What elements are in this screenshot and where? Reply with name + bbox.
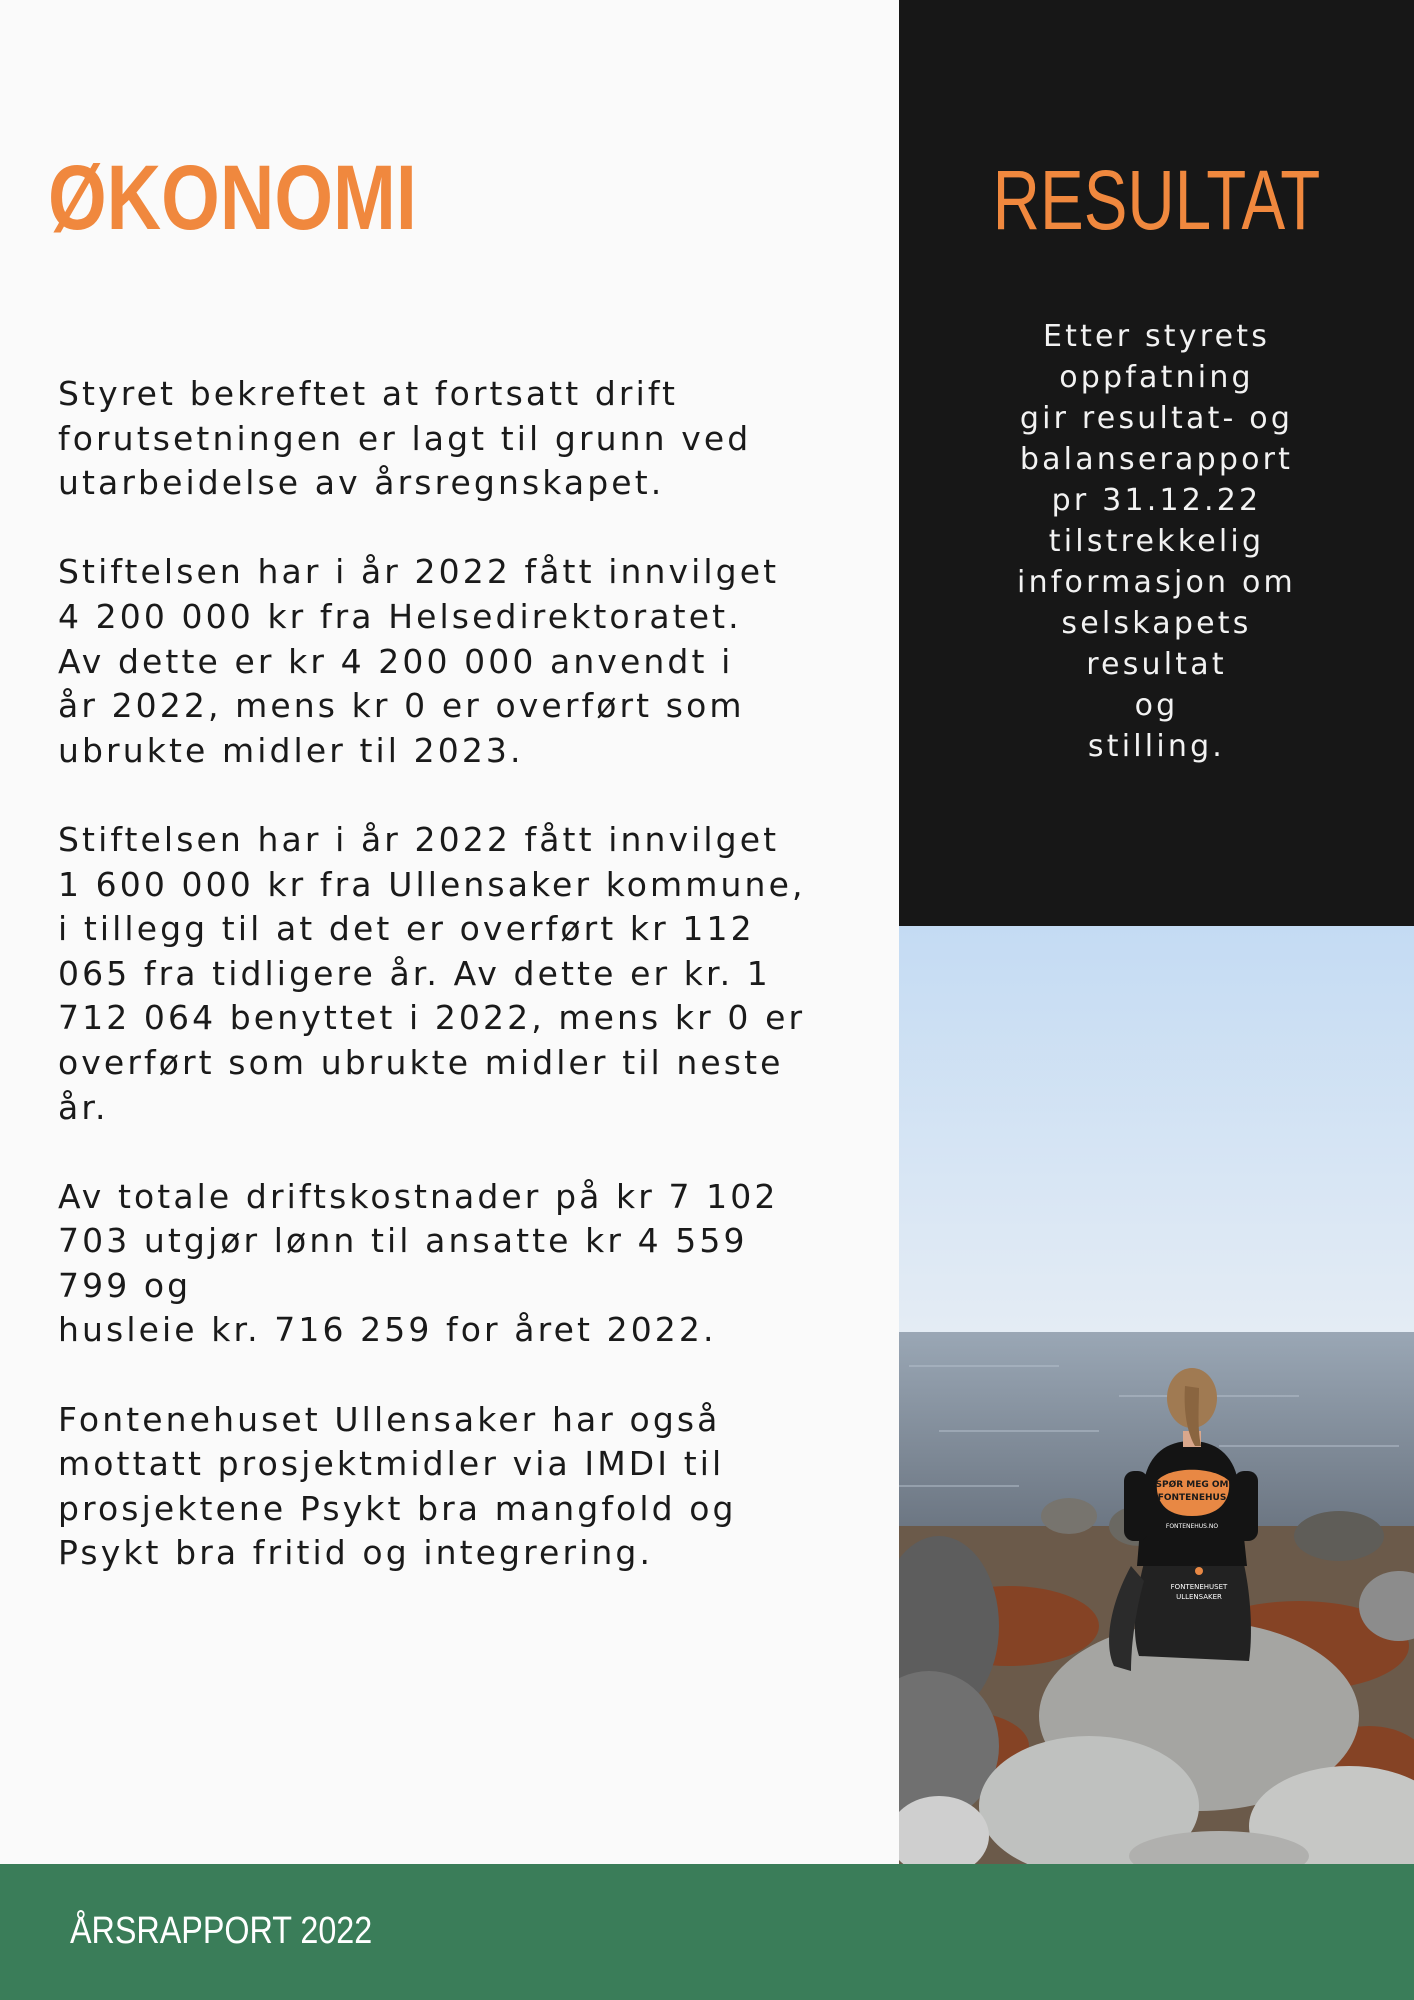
- photo-person-on-rock-by-sea: [899, 926, 1414, 1868]
- paragraph-operations: Styret bekreftet at fortsatt drift forutsetningen er lagt til grunn ved utarbeidelse av årsregnskapet.: [58, 374, 752, 503]
- paragraph-project-funds: Fontenehuset Ullensaker har også mottatt prosjektmidler via IMDI til prosjektene Psykt bra mangfold og Psykt bra fritid og integrering.: [58, 1399, 737, 1573]
- paragraph-helsedirektoratet: Stiftelsen har i år 2022 fått innvilget 4 200 000 kr fra Helsedirektoratet. Av dette er kr 4 200 000 anvendt i år 2022, mens kr 0 er overført som ubrukte midler til 2023.: [58, 552, 780, 770]
- economy-body-text: [58, 372, 888, 1621]
- result-statement: Etter styrets oppfatning gir resultat- og balanserapport pr 31.12.22 tilstrekkelig informasjon om selskapets resultat og stilling.: [1017, 319, 1296, 764]
- shirt-logo-text-line2: ULLENSAKER: [1176, 1593, 1222, 1601]
- paragraph-ullensaker-kommune: Stiftelsen har i år 2022 fått innvilget 1 600 000 kr fra Ullensaker kommune, i tillegg til at det er overført kr 112 065 fra tidligere år. Av dette er kr. 1 712 064 benyttet i 2022, mens kr 0 er overført som ubrukte midler til neste år.: [58, 819, 806, 1127]
- section-heading-okonomi: ØKONOMI: [48, 147, 417, 249]
- paragraph-operating-costs: Av totale driftskostnader på kr 7 102 703 utgjør lønn til ansatte kr 4 559 799 og husleie kr. 716 259 for året 2022.: [58, 1176, 779, 1350]
- shirt-url-text: FONTENEHUS.NO: [1165, 1523, 1219, 1530]
- result-panel: [899, 0, 1414, 926]
- shirt-front-text-line2: FONTENEHUS: [1157, 1493, 1227, 1503]
- section-heading-resultat: RESULTAT: [992, 153, 1321, 247]
- shirt-logo-text: FONTENEHUSET: [1170, 1583, 1228, 1591]
- sky: [899, 926, 1414, 1334]
- shirt-front-text: SPØR MEG OM: [1155, 1480, 1229, 1490]
- footer-label: ÅRSRAPPORT 2022: [70, 1910, 373, 1952]
- footer-bar: [0, 1864, 1414, 2000]
